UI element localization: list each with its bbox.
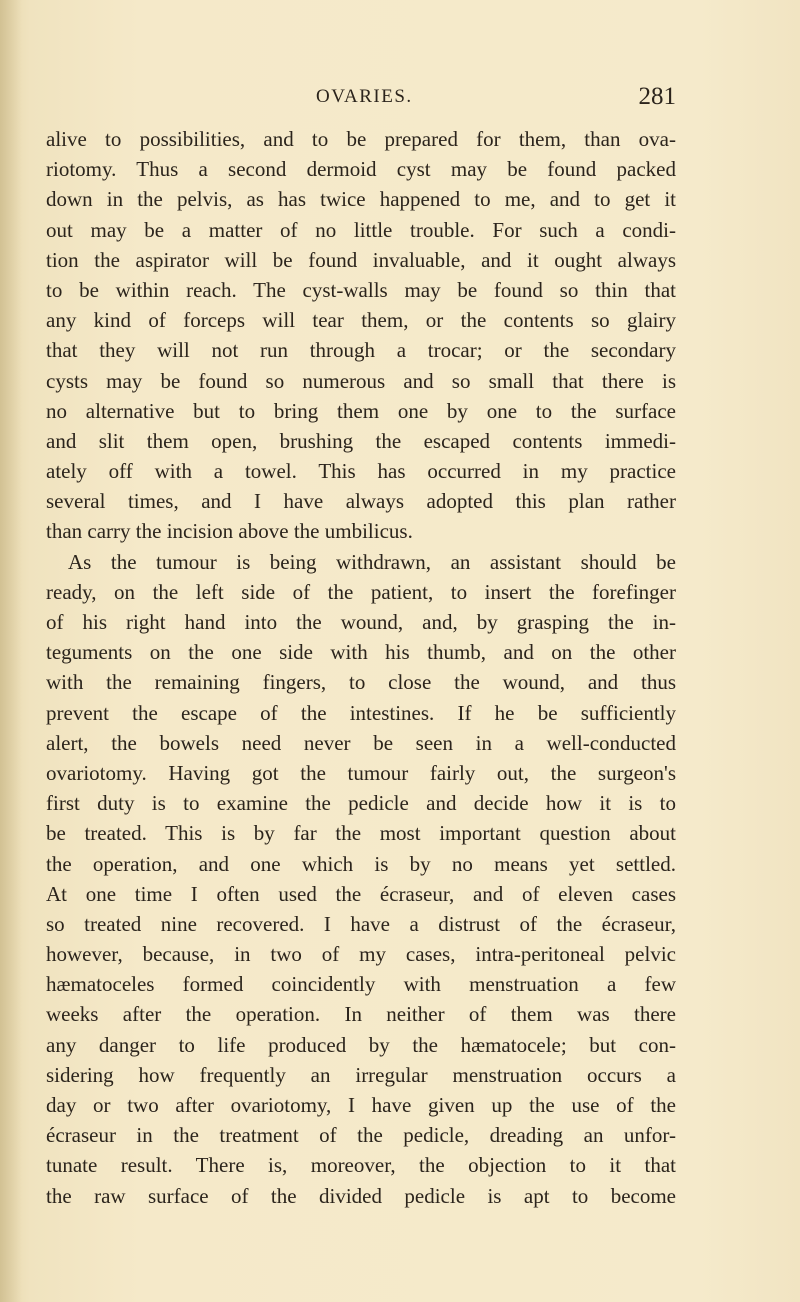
text-line: alive to possibilities, and to be prepared for them, than ova-	[46, 127, 676, 151]
text-line: ately off with a towel. This has occurred in my practice	[46, 459, 676, 484]
text-line: At one time I often used the écraseur, and of eleven cases	[46, 881, 676, 906]
text-line: sidering how frequently an irregular menstruation occurs a	[46, 1062, 676, 1087]
text-line: day or two after ovariotomy, I have given up the use of the	[46, 1093, 676, 1117]
text-line: several times, and I have always adopted this plan rather	[46, 489, 676, 514]
text-line: ovariotomy. Having got the tumour fairly out, the surgeon's	[46, 760, 676, 785]
text-line: out may be a matter of no little trouble. For such a condi-	[46, 217, 676, 242]
text-line: weeks after the operation. In neither of them was there	[46, 1002, 676, 1027]
page-header	[316, 83, 676, 116]
text-line: and slit them open, brushing the escaped contents immedi-	[46, 428, 676, 453]
text-line: cysts may be found so numerous and so small that there is	[46, 368, 676, 393]
text-line: tion the aspirator will be found invaluable, and it ought always	[46, 247, 676, 272]
text-line: hæmatoceles formed coincidently with menstruation a few	[46, 972, 676, 997]
text-line: with the remaining fingers, to close the wound, and thus	[46, 670, 676, 695]
text-line: down in the pelvis, as has twice happened to me, and to get it	[46, 187, 676, 212]
page-number: 281	[638, 83, 676, 110]
text-line: riotomy. Thus a second dermoid cyst may be found packed	[46, 157, 676, 182]
text-line: teguments on the one side with his thumb, and on the other	[46, 640, 676, 665]
text-line: however, because, in two of my cases, intra-peritoneal pelvic	[46, 942, 676, 967]
text-line: first duty is to examine the pedicle and decide how it is to	[46, 791, 676, 816]
text-line: no alternative but to bring them one by one to the surface	[46, 398, 676, 423]
text-line: écraseur in the treatment of the pedicle, dreading an unfor-	[46, 1123, 676, 1148]
text-line: the raw surface of the divided pedicle is apt to become	[46, 1183, 676, 1208]
page-gutter-shadow	[0, 0, 22, 1302]
text-line: prevent the escape of the intestines. If he be sufficiently	[46, 700, 676, 725]
text-line: ready, on the left side of the patient, to insert the forefinger	[46, 579, 676, 604]
body-text	[46, 124, 676, 1211]
text-line: tunate result. There is, moreover, the objection to it that	[46, 1153, 676, 1178]
running-title: OVARIES.	[316, 86, 413, 107]
text-line: the operation, and one which is by no means yet settled.	[46, 851, 676, 876]
text-line: any danger to life produced by the hæmatocele; but con-	[46, 1032, 676, 1057]
text-line: As the tumour is being withdrawn, an assistant should be	[68, 549, 676, 574]
text-line: be treated. This is by far the most important question about	[46, 821, 676, 846]
text-line: alert, the bowels need never be seen in a well-conducted	[46, 730, 676, 755]
text-line: any kind of forceps will tear them, or the contents so glairy	[46, 308, 676, 333]
text-line: that they will not run through a trocar; or the secondary	[46, 338, 676, 363]
text-line: so treated nine recovered. I have a distrust of the écraseur,	[46, 911, 676, 936]
text-line: to be within reach. The cyst-walls may be found so thin that	[46, 277, 676, 302]
text-line: of his right hand into the wound, and, by grasping the in-	[46, 610, 676, 634]
text-line: than carry the incision above the umbilicus.	[46, 519, 413, 544]
